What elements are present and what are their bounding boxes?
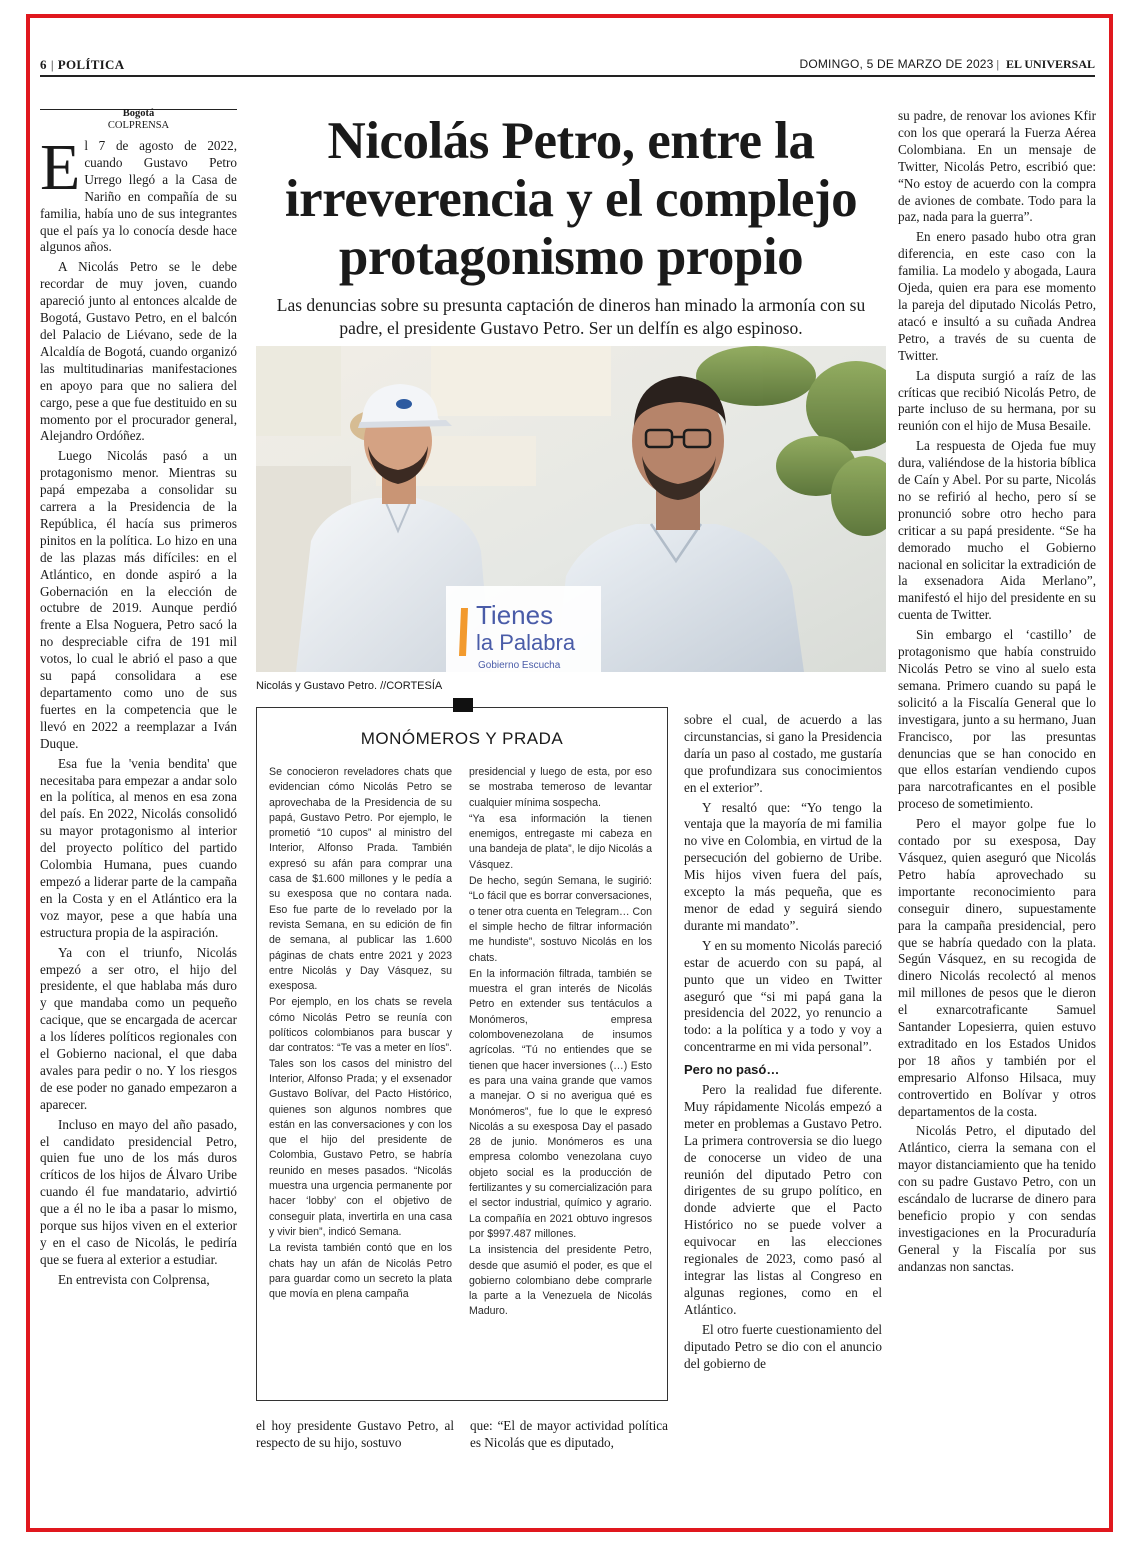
body-paragraph: Esa fue la 'venia bendita' que necesitaba para empezar a andar solo en la política, al menos en esa zona del país. En 2022, Nicolás consolidó su mayor protagonismo al interior del proyecto político del partido Colombia Humana, pues cuando empezó a liderar parte de la campaña en la Costa y en el Atlántico era la voz mayor, pese a que había una estructura propia de la aspiración. xyxy=(40,755,237,940)
photo-banner xyxy=(446,586,601,672)
issue-date: DOMINGO, 5 DE MARZO DE 2023 xyxy=(799,57,994,71)
body-paragraph: En entrevista con Colprensa, xyxy=(58,1271,210,1287)
subheadline: Las denuncias sobre su presunta captación de dineros han minado la armonía con su padre, el presidente Gustavo Petro. Ser un delfín es algo espinoso. xyxy=(276,295,866,338)
body-paragraph: A Nicolás Petro se le debe recordar de muy joven, cuando apareció junto al entonces alcalde de Bogotá, Gustavo Petro, en el balcón del Palacio de Liévano, sede de la Alcaldía de Bogotá, cuando organizó las multitudinarias manifestaciones en apoyo para que no saliera del cargo, pese a que fue destituido en su momento por el procurador general, Alejandro Ordóñez. xyxy=(40,259,237,444)
sidebar-paragraph: presidencial y luego de esta, por eso se mostraba temeroso de levantar cualquier mínima sospecha. xyxy=(469,766,652,809)
body-paragraph: En enero pasado hubo otra gran diferencia, en este caso con la familia. La modelo y abogada, Laura Ojeda, quien era para ese momento la pareja del diputado Nicolás Petro, atacó e insultó a su cuñada Andrea Petro, a través de su cuenta de Twitter. xyxy=(898,229,1096,363)
headline: Nicolás Petro, entre la irreverencia y el complejo protagonismo propio xyxy=(284,112,858,286)
newspaper-name: EL UNIVERSAL xyxy=(1005,57,1095,71)
banner-text: la Palabra xyxy=(476,630,576,655)
dateline-agency: COLPRENSA xyxy=(107,120,170,131)
body-paragraph: Nicolás Petro, el diputado del Atlántico, cierra la semana con el mayor distanciamiento que ha tenido con su padre Gustavo Petro, con un escándalo de lucrarse de dinero para beneficio propio y con sendas investigaciones en la Procuraduría General y la Fiscalía por sus andanzas non sanctas. xyxy=(898,1123,1096,1274)
article-continuation-1 xyxy=(256,1418,454,1455)
header-separator: | xyxy=(993,57,1002,71)
dateline-city: Bogotá xyxy=(122,108,155,119)
sidebar-paragraph: Se conocieron reveladores chats que evidencian cómo Nicolás Petro se aprovechaba de la Presidencia de su papá, Gustavo Petro. Por ejemplo, le prometió “10 cupos” al ministro del Interior, Alfonso Prada. También expresó su afán para comprar una casa de $1.600 millones y le pedía a su exesposa que no contara nada. Eso fue parte de lo revelado por la revista Semana, en su edición de fin de semana, al publicar las 1.600 páginas de chats entre 2021 y 2023 entre Nicolás y Day Vásquez, su exesposa. xyxy=(269,766,452,993)
page-header-right xyxy=(799,57,1095,72)
body-paragraph: Incluso en mayo del año pasado, el candidato presidencial Petro, quien fue uno de los más duros críticos de los hijos de Álvaro Uribe cuando él fue mandatario, advirtió que a él no le iba a pasar lo mismo, porque sus hijos viven en el exterior y en el caso de Nicolás, le pediría que se fuera al exterior a estudiar. xyxy=(40,1116,237,1267)
sidebar-paragraph: La revista también contó que en los chats hay un afán de Nicolás Petro para guardar como un secreto la plata que movía en plena campaña xyxy=(269,1242,452,1301)
article-column-1 xyxy=(40,108,237,1292)
sidebar-paragraph: La insistencia del presidente Petro, desde que asumió el poder, es que el gobierno colombiano debe comprarle la parte a la Venezuela de Nicolás Maduro. xyxy=(469,1244,652,1318)
header-separator: | xyxy=(50,57,54,72)
body-paragraph: El otro fuerte cuestionamiento del diputado Petro se dio con el anuncio del gobierno de xyxy=(684,1321,882,1371)
sidebar-paragraph: “Ya esa información la tienen enemigos, entregaste mi cabeza en una bandeja de plata”, le dijo Nicolás a Vásquez. xyxy=(469,812,652,871)
sidebar-column-1 xyxy=(269,765,452,1303)
sidebar-paragraph: En la información filtrada, también se muestra el gran interés de Nicolás Petro en extender sus tentáculos a Monómeros, empresa colombovenezolana de insumos agrícolas. “Tú no entiendes que se tienen que hacer inversiones (…) Esto es para una vaina grande que vamos a manejar. O si no averigua qué es Monómeros”, fue lo que le expresó Nicolás a su exesposa Day el pasado 28 de junio. Monómeros es una empresa colombo venezolana cuyo objeto social es la producción de fertilizantes y su comercialización para el sector industrial, químico y agrario. La compañía en 2021 obtuvo ingresos por $997.487 millones. xyxy=(469,967,652,1240)
body-paragraph: Ya con el triunfo, Nicolás empezó a ser otro, el hijo del presidente, el que hablaba más duro y que mandaba como un pequeño cacique, que se encargada de acercar a los líderes políticos regionales con el Gobierno nacional, el que daba avales para pedir o no. Y los riesgos de ese poder no ganado empezaron a aparecer. xyxy=(40,944,237,1112)
banner-text: Tienes xyxy=(476,600,554,630)
body-paragraph: La respuesta de Ojeda fue muy dura, valiéndose de la historia bíblica de Caín y Abel. Por su parte, Nicolás no se refirió al hecho, pero sí se pronunció sobre otro hecho para criticar a su papá presidente. “Se ha demorado mucho el Gobierno nacional en solicitar la extradición de la exsenadora Aida Merlano”, manifestó el hijo del presidente en su cuenta de Twitter. xyxy=(898,438,1096,623)
body-paragraph: Sin embargo el ‘castillo’ de protagonismo que había construido Nicolás Petro se vino al suelo esta semana. Primero cuando su papá le solicitó a la Fiscalía General que lo investigara, junto a su hermano, Juan Francisco, por las presuntas denuncias que se han conocido en que ellos estarían vendiendo cupos para narcotraficantes en el posible proceso de sometimiento. xyxy=(898,627,1096,812)
section-name: POLÍTICA xyxy=(57,57,125,72)
body-paragraph: su padre, de renovar los aviones Kfir con los que operará la Fuerza Aérea Colombiana. En un mensaje de Twitter, Nicolás Petro, escribió que: “No estoy de acuerdo con la compra de aviones de combate. Todo para la paz, nada para la guerra”. xyxy=(898,108,1096,225)
page-number: 6 xyxy=(40,57,47,72)
lead-text: l 7 de agosto de 2022, cuando Gustavo Petro Urrego llegó a la Casa de Nariño en compañía de su familia, había uno de sus integrantes que el país ya lo conocía desde hace algunos años. xyxy=(40,138,237,255)
body-paragraph: Luego Nicolás pasó a un protagonismo menor. Mientras su papá empezaba a consolidar su carrera a la Presidencia de la República, él hacía sus primeros pinitos en la política. Lo hizo en una de las plazas más difíciles: en el Atlántico, en donde aspiró a la Gobernación en la elección de octubre de 2019. Aunque perdió frente a Elsa Noguera, Petro sacó la no despreciable cifra de 191 mil votos, lo cual le abrió el paso a que su papá consolidara a ese departamento como uno de sus fuertes en la competencia que le llevó en 2022 a reemplazar a Iván Duque. xyxy=(40,448,237,751)
body-paragraph: Y en su momento Nicolás pareció estar de acuerdo con su papá, al punto que un video en Twitter aseguró que “si mi papá gana la presidencia del 2022, yo renuncio a todo: a la política y a todo y voy a concentrarme en mi vida personal”. xyxy=(684,937,882,1055)
body-paragraph: Pero la realidad fue diferente. Muy rápidamente Nicolás empezó a meter en problemas a Gustavo Petro. La primera controversia se dio luego de conocerse un video de una reunión del diputado Petro con dirigentes de su grupo político, en donde advierte que el Pacto Histórico no se puede volver a equivocar en las elecciones regionales de 2023, como pasó al integrar las listas al Congreso en algunas regiones, como en el Atlántico. xyxy=(684,1082,882,1317)
page-header-left xyxy=(40,57,124,73)
body-paragraph: La disputa surgió a raíz de las críticas que recibió Nicolás Petro, de parte incluso de su hermana, por su reunión con el hijo de Musa Besaile. xyxy=(898,367,1096,434)
body-paragraph: que: “El de mayor actividad política es Nicolás que es diputado, xyxy=(470,1418,668,1450)
body-paragraph: sobre el cual, de acuerdo a las circunstancias, si gano la Presidencia daría un paso al costado, me gustaría que profundizara sus conocimientos en el exterior”. xyxy=(684,712,882,795)
article-column-4 xyxy=(898,108,1096,1279)
sidebar-box xyxy=(256,707,668,1401)
article-photo xyxy=(256,346,886,672)
sidebar-column-2 xyxy=(469,765,652,1321)
sidebar-tab-marker xyxy=(453,698,473,712)
body-paragraph: el hoy presidente Gustavo Petro, al respecto de su hijo, sostuvo xyxy=(256,1418,454,1450)
drop-cap: E xyxy=(40,131,81,204)
article-continuation-2 xyxy=(470,1418,668,1455)
sidebar-paragraph: De hecho, según Semana, le sugirió: “Lo fácil que es borrar conversaciones, o tener otra cuenta en Telegram… Con el simple hecho de filtrar información me hundiste”, sostuvo Nicolás en los chats. xyxy=(469,875,652,964)
section-subhead: Pero no pasó… xyxy=(684,1062,780,1078)
body-paragraph: Y resaltó que: “Yo tengo la ventaja que la mayoría de mi familia no vive en Colombia, en virtud de la persecución del gobierno de Uribe. Mis hijos viven fuera del país, excepto la más pequeña, que es menor de edad y seguirá siendo durante mi mandato”. xyxy=(684,799,882,933)
header-rule xyxy=(40,75,1095,77)
sidebar-paragraph: Por ejemplo, en los chats se revela cómo Nicolás Petro se reunía con políticos colombianos para buscar y dar contratos: “Te vas a meter en líos”. Tales son los casos del ministro del Interior, Alfonso Prada; y el exsenador Gustavo Bolívar, del Pacto Histórico, quienes son algunos nombres que están en las conversaciones y con los que el hijo del presidente de Colombia, Gustavo Petro, se habría reunido en meses pasados. “Nicolás muestra una urgencia permanente por hacer ‘lobby’ con el objetivo de conseguir plata, invertirla en una casa y vivir bien”, indicó Semana. xyxy=(269,996,452,1238)
article-column-3 xyxy=(684,712,882,1375)
photo-illustration xyxy=(256,346,886,672)
photo-caption: Nicolás y Gustavo Petro. //CORTESÍA xyxy=(256,680,443,692)
sidebar-title: MONÓMEROS Y PRADA xyxy=(360,729,564,748)
banner-subtext: Gobierno Escucha xyxy=(478,660,561,671)
dateline xyxy=(40,108,237,132)
lead-paragraph xyxy=(40,131,237,256)
body-paragraph: Pero el mayor golpe fue lo contado por su exesposa, Day Vásquez, quien aseguró que Nicolás Petro había aprovechado su importante reconocimiento para conseguir dinero, supuestamente para la campaña presidencial, pero que se habría quedado con la plata. Según Vásquez, en su recogida de dinero Nicolás recolectó al menos mil millones de pesos que le dieron el exnarcotraficante Samuel Santander Lopesierra, quien estuvo extraditado en los Estados Unidos por 18 años y también por el empresario Alfonso Hilsaca, muy controvertido en Bolívar y otros departamentos de la costa. xyxy=(898,816,1096,1119)
